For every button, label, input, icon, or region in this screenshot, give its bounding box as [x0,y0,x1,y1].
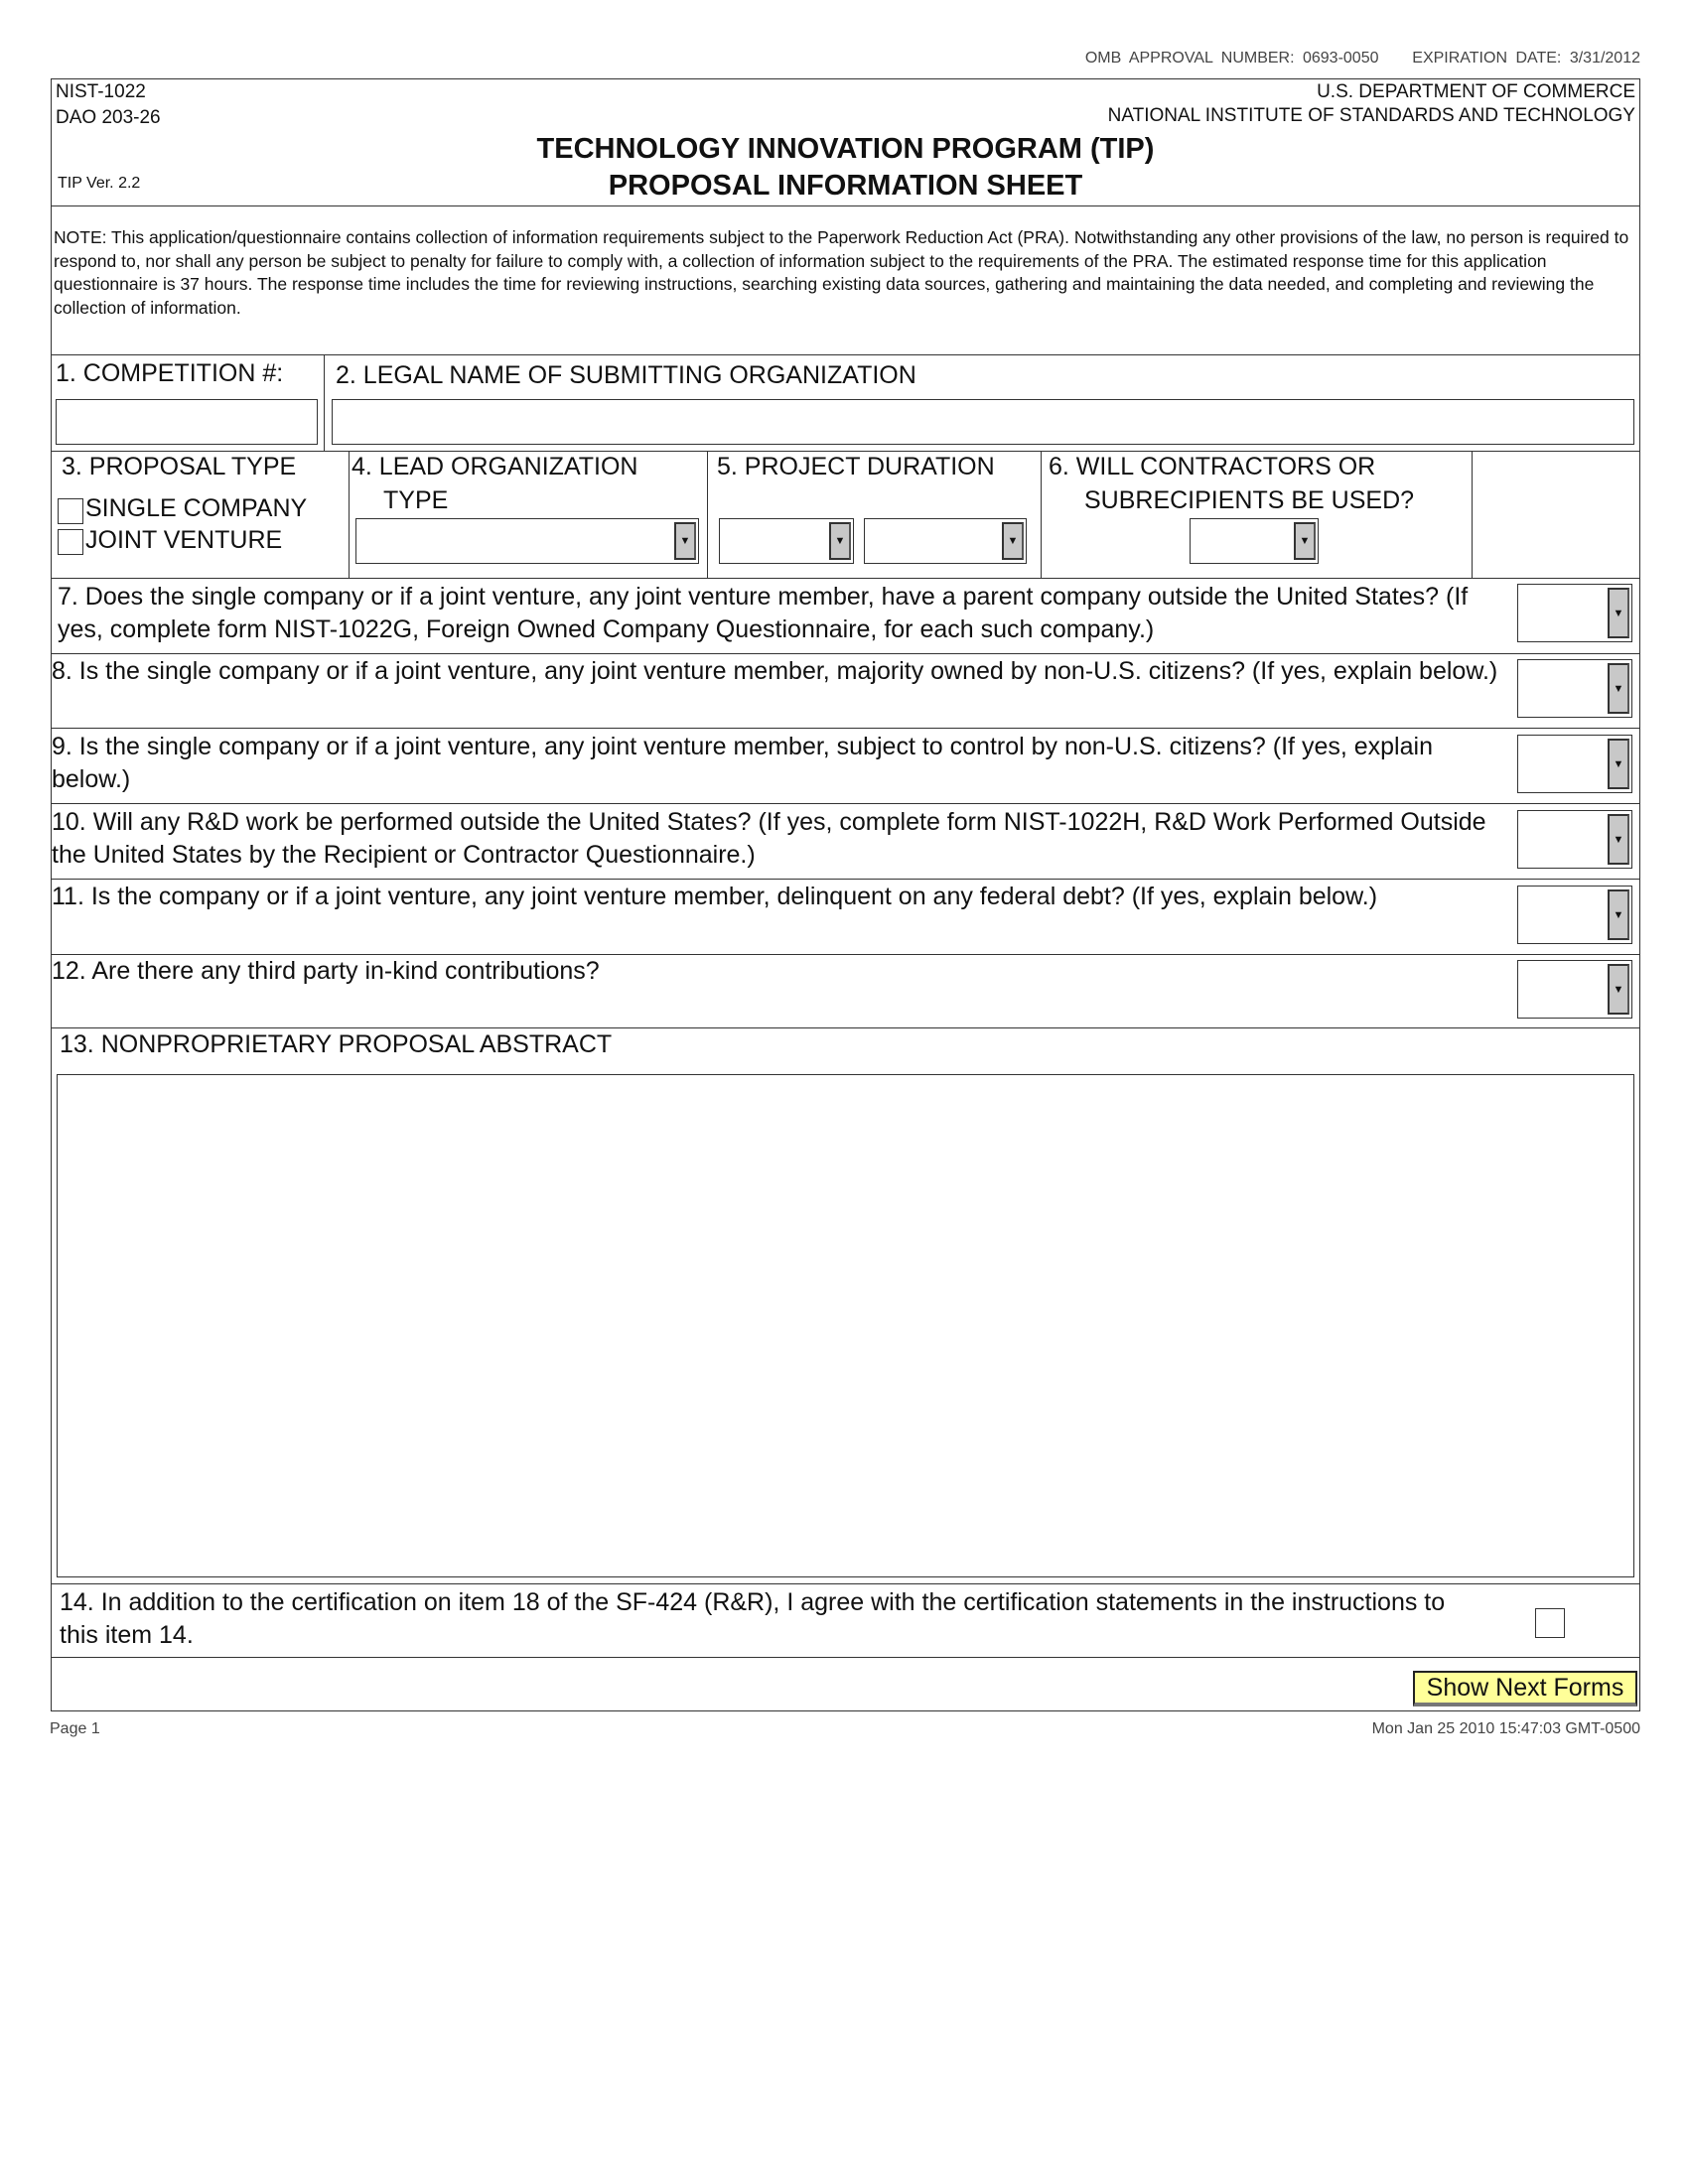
competition-input[interactable] [56,399,318,445]
joint-venture-checkbox[interactable] [58,529,83,555]
chevron-down-icon[interactable]: ▼ [829,522,851,560]
contractors-select[interactable] [1190,518,1319,564]
omb-number: OMB APPROVAL NUMBER: 0693-0050 [1084,50,1379,67]
question-10: 10. Will any R&D work be performed outside the United States? (If yes, complete form NIST-1022H, R&D Work Performed Outside the United States by the Recipient or Contractor Questionnaire.) [52,808,1486,869]
contractors-label: 6. WILL CONTRACTORS OR [1049,453,1376,480]
question-7: 7. Does the single company or if a joint venture, any joint venture member, have a parent company outside the United States? (If yes, complete form NIST-1022G, Foreign Owned Company Questionnaire, for each such company.) [58,583,1469,643]
institute: NATIONAL INSTITUTE OF STANDARDS AND TECHNOLOGY [1107,105,1635,126]
chevron-down-icon[interactable]: ▼ [1608,739,1629,789]
timestamp: Mon Jan 25 2010 15:47:03 GMT-0500 [1371,1720,1640,1737]
question-8-select[interactable] [1517,659,1632,718]
single-company-checkbox[interactable] [58,498,83,524]
page-title [52,131,1639,205]
legal-name-input[interactable] [332,399,1634,445]
chevron-down-icon[interactable]: ▼ [1608,964,1629,1015]
form-number: NIST-1022 [56,81,146,102]
competition-label: 1. COMPETITION #: [56,359,284,387]
duration-label: 5. PROJECT DURATION [717,453,995,480]
page-number: Page 1 [50,1720,100,1737]
show-next-forms-button[interactable]: Show Next Forms [1413,1671,1637,1706]
joint-venture-label: JOINT VENTURE [85,526,283,554]
omb-info [1085,50,1640,68]
chevron-down-icon[interactable]: ▼ [1608,588,1629,638]
chevron-down-icon[interactable]: ▼ [1608,663,1629,714]
chevron-down-icon[interactable]: ▼ [1002,522,1024,560]
lead-org-type-select[interactable] [355,518,699,564]
expiration-date: EXPIRATION DATE: 3/31/2012 [1412,50,1640,67]
lead-org-label: 4. LEAD ORGANIZATION [352,453,638,480]
form-frame [51,78,1640,1711]
question-9: 9. Is the single company or if a joint venture, any joint venture member, subject to control by non-U.S. citizens? (If yes, explain below.) [52,733,1433,793]
chevron-down-icon[interactable]: ▼ [1608,814,1629,865]
pra-note: NOTE: This application/questionnaire contains collection of information requirements subject to the Paperwork Reduction Act (PRA). Notwithstanding any other provisions of the law, no person is required to respond to, nor shall any person be subject to penalty for failure to comply with, a collection of information subject to the requirements of the PRA. The estimated response time for this application questionnaire is 37 hours. The response time includes the time for reviewing instructions, searching existing data sources, gathering and maintaining the data needed, and completing and reviewing the collection of information. [54,227,1629,318]
question-12-select[interactable] [1517,960,1632,1019]
question-7-select[interactable] [1517,584,1632,642]
question-10-select[interactable] [1517,810,1632,869]
department: U.S. DEPARTMENT OF COMMERCE [1317,81,1635,102]
certification-checkbox[interactable] [1535,1608,1565,1638]
certification-text: 14. In addition to the certification on item 18 of the SF-424 (R&R), I agree with the certification statements in the instructions to this item 14. [60,1588,1446,1649]
duration-months-select[interactable] [864,518,1027,564]
abstract-textarea[interactable] [57,1074,1634,1577]
proposal-type-label: 3. PROPOSAL TYPE [62,453,297,480]
question-11: 11. Is the company or if a joint venture, any joint venture member, delinquent on any federal debt? (If yes, explain below.) [52,883,1378,910]
contractors-label-2: SUBRECIPIENTS BE USED? [1084,486,1415,514]
legal-name-label: 2. LEGAL NAME OF SUBMITTING ORGANIZATION [336,361,916,389]
question-9-select[interactable] [1517,735,1632,793]
question-8: 8. Is the single company or if a joint venture, any joint venture member, majority owned by non-U.S. citizens? (If yes, explain below.) [52,657,1498,685]
title-line-1: TECHNOLOGY INNOVATION PROGRAM (TIP) [536,133,1155,165]
chevron-down-icon[interactable]: ▼ [1294,522,1316,560]
question-11-select[interactable] [1517,886,1632,944]
abstract-label: 13. NONPROPRIETARY PROPOSAL ABSTRACT [60,1030,613,1058]
chevron-down-icon[interactable]: ▼ [1608,889,1629,940]
chevron-down-icon[interactable]: ▼ [674,522,696,560]
question-12: 12. Are there any third party in-kind contributions? [52,957,600,985]
dao-number: DAO 203-26 [56,107,161,128]
version: TIP Ver. 2.2 [58,175,141,192]
title-line-2: PROPOSAL INFORMATION SHEET [608,170,1083,202]
duration-years-select[interactable] [719,518,854,564]
lead-org-label-2: TYPE [383,486,449,514]
single-company-label: SINGLE COMPANY [85,494,308,522]
